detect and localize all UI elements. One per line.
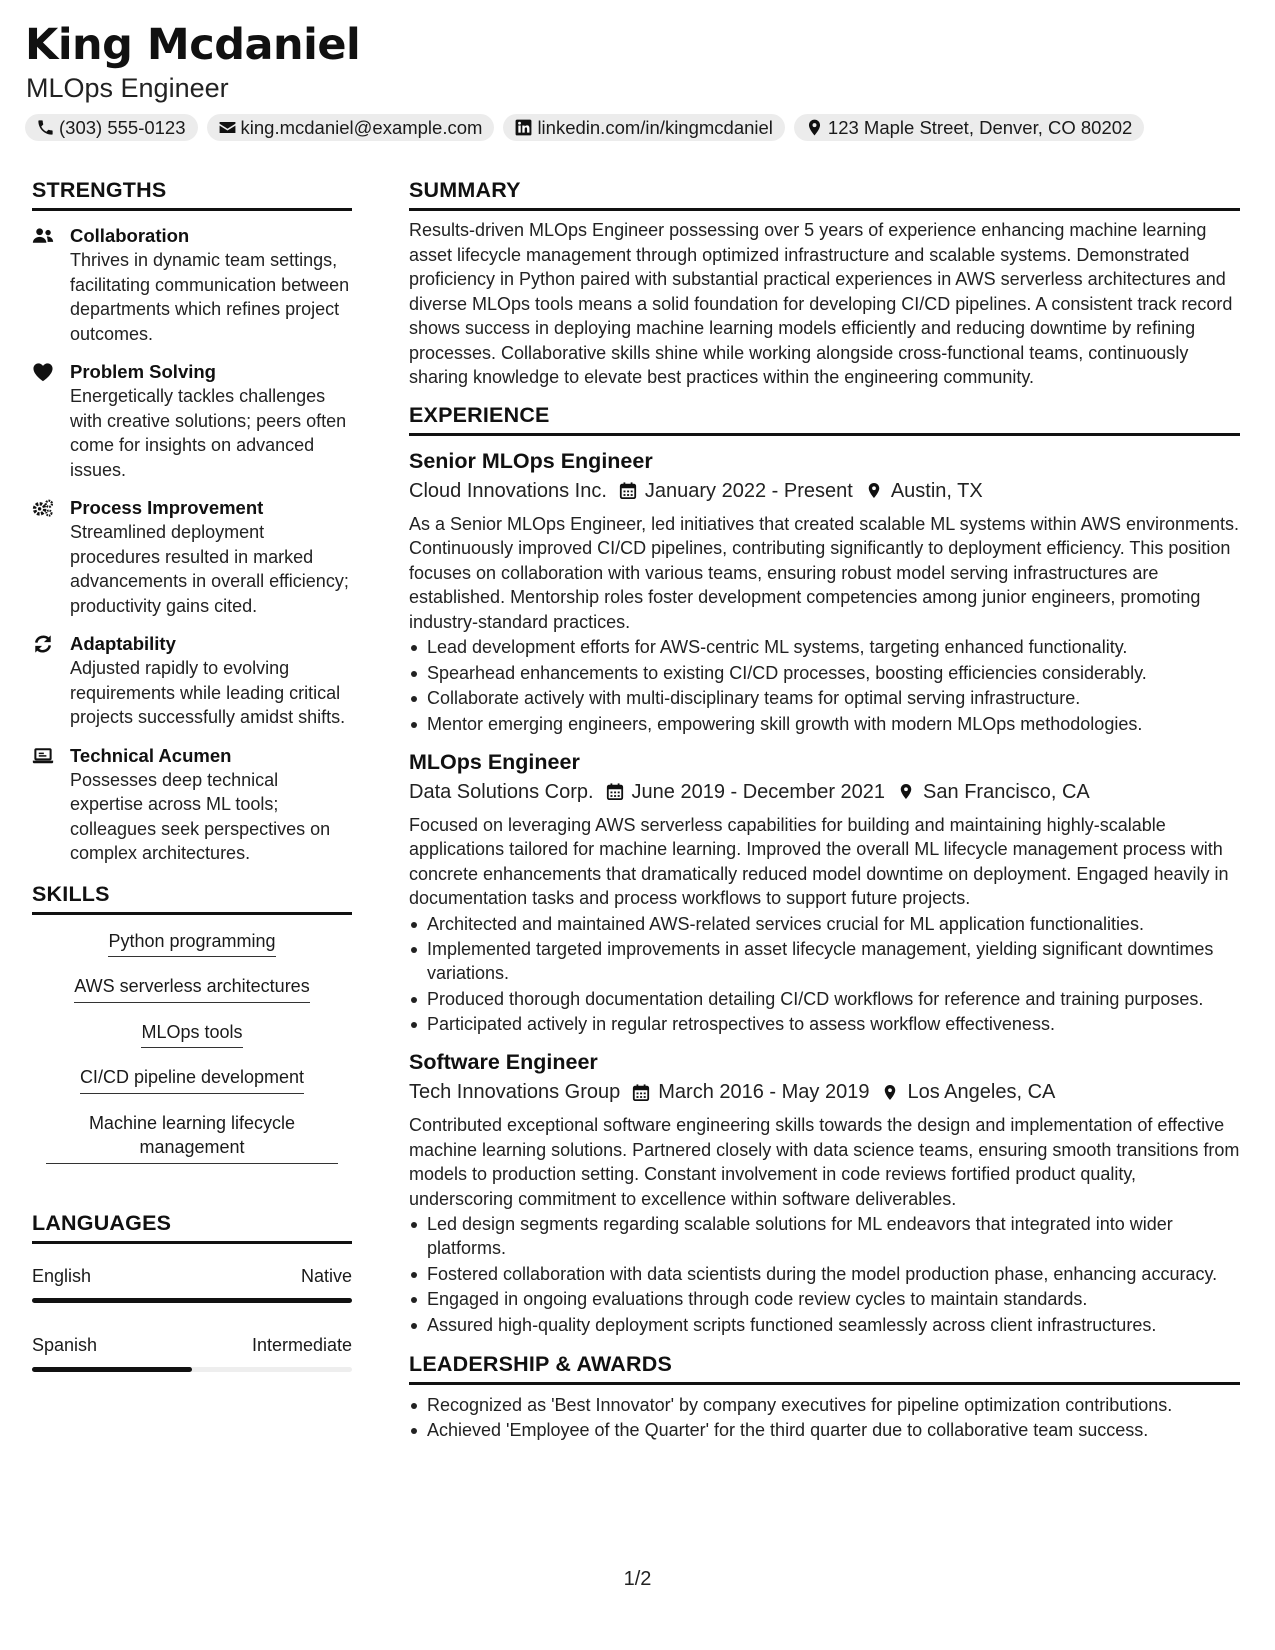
- language-proficiency-bar: [32, 1298, 352, 1303]
- language-level: Intermediate: [251, 1334, 352, 1355]
- sync-icon: [32, 634, 54, 654]
- strength-item: [32, 223, 352, 346]
- job-company: Tech Innovations Group: [409, 1081, 621, 1103]
- contact-phone[interactable]: [25, 114, 198, 141]
- leadership-list: [409, 1393, 1240, 1443]
- contact-phone-text: (303) 555-0123: [59, 116, 186, 138]
- heart-icon: [32, 362, 54, 382]
- job-bullets: [409, 635, 1240, 736]
- strength-item: [32, 495, 352, 618]
- job-description: As a Senior MLOps Engineer, led initiatives that created scalable ML systems within AWS environments. Continuously improved CI/CD pipelines, contributing significantly to deployment efficiency. This position focuses on collaboration with various teams, ensuring robust model serving infrastructures are established. Mentorship roles foster development competencies among junior engineers, promoting industry-standard practices.: [409, 513, 1240, 632]
- right-column: [409, 178, 1240, 1444]
- strength-description: Thrives in dynamic team settings, facilitating communication between departments which refines project outcomes.: [70, 250, 350, 344]
- language-name: Spanish: [32, 1334, 98, 1355]
- candidate-role: MLOps Engineer: [26, 73, 229, 103]
- job-title: Software Engineer: [409, 1050, 598, 1074]
- job-entry: [409, 1048, 1240, 1337]
- contact-email[interactable]: [207, 114, 495, 141]
- language-item: [32, 1264, 352, 1303]
- candidate-name: King Mcdaniel: [25, 20, 361, 70]
- job-description: Contributed exceptional software engineering skills towards the design and implementation of effective machine learning solutions. Partnered closely with data science teams, ensuring smooth transitions from models to production setting. Constant involvement in code reviews fortified product quality, underscoring commitment to excellence within software deliverables.: [409, 1115, 1240, 1209]
- calendar-icon: [619, 481, 637, 500]
- language-level: Native: [300, 1265, 352, 1286]
- job-company: Cloud Innovations Inc.: [409, 479, 607, 502]
- experience-section: [409, 403, 1240, 1337]
- list-item: Mentor emerging engineers, empowering skill growth with modern MLOps methodologies.: [409, 712, 1240, 736]
- skills-heading: SKILLS: [32, 882, 352, 915]
- list-item: Collaborate actively with multi-disciplinary teams for optimal serving infrastructure.: [409, 686, 1240, 710]
- skills-list: [32, 929, 352, 1181]
- list-item: Participated actively in regular retrospectives to assess workflow effectiveness.: [409, 1012, 1240, 1036]
- contact-address[interactable]: [794, 114, 1144, 141]
- languages-heading: LANGUAGES: [32, 1211, 352, 1244]
- contact-linkedin[interactable]: [503, 114, 784, 141]
- location-pin-icon: [805, 118, 824, 137]
- job-location: Los Angeles, CA: [907, 1081, 1056, 1103]
- language-proficiency-fill: [32, 1298, 352, 1303]
- strength-description: Energetically tackles challenges with creative solutions; peers often come for insights on advanced issues.: [70, 386, 347, 480]
- leadership-heading: LEADERSHIP & AWARDS: [409, 1352, 1240, 1385]
- job-meta: [409, 1077, 1240, 1107]
- language-proficiency-bar: [32, 1367, 352, 1372]
- strength-title: Process Improvement: [70, 497, 264, 518]
- strengths-list: [32, 223, 352, 866]
- strengths-heading: STRENGTHS: [32, 178, 352, 211]
- envelope-icon: [218, 118, 237, 137]
- list-item: Fostered collaboration with data scientists during the model production phase, enhancing accuracy.: [409, 1262, 1240, 1286]
- list-item: Spearhead enhancements to existing CI/CD processes, boosting efficiencies considerably.: [409, 661, 1240, 685]
- job-location: Austin, TX: [890, 479, 983, 502]
- list-item: Recognized as 'Best Innovator' by company executives for pipeline optimization contributions.: [409, 1393, 1240, 1417]
- linkedin-icon: [514, 118, 533, 137]
- job-title: MLOps Engineer: [409, 749, 580, 774]
- job-company: Data Solutions Corp.: [409, 780, 594, 803]
- skill-item: Python programming: [108, 929, 275, 958]
- contact-bar: [25, 114, 1144, 141]
- job-description: Focused on leveraging AWS serverless capabilities for building and maintaining highly-scalable applications tailored for machine learning. Improved the overall ML lifecycle management process with concrete enhancements that dramatically reduced model downtime on deployment. Engaged heavily in documentation tasks and process workflows to support future projects.: [409, 814, 1229, 908]
- language-proficiency-fill: [32, 1367, 192, 1372]
- job-dates: March 2016 - May 2019: [658, 1081, 870, 1103]
- summary-heading: SUMMARY: [409, 178, 1240, 211]
- laptop-icon: [32, 746, 54, 766]
- contact-linkedin-text: linkedin.com/in/kingmcdaniel: [537, 116, 773, 138]
- language-item: [32, 1333, 352, 1372]
- language-name: English: [32, 1265, 92, 1286]
- job-dates: June 2019 - December 2021: [631, 780, 886, 803]
- page-number: 1/2: [623, 1568, 652, 1590]
- location-pin-icon: [897, 782, 915, 801]
- list-item: Implemented targeted improvements in asset lifecycle management, yielding significant downtimes variations.: [409, 937, 1240, 985]
- list-item: Led design segments regarding scalable solutions for ML endeavors that integrated into wider platforms.: [409, 1212, 1240, 1260]
- experience-heading: EXPERIENCE: [409, 403, 1240, 436]
- job-location: San Francisco, CA: [923, 780, 1090, 803]
- list-item: Achieved 'Employee of the Quarter' for the third quarter due to collaborative team success.: [409, 1418, 1240, 1442]
- list-item: Architected and maintained AWS-related services crucial for ML application functionalities.: [409, 912, 1240, 936]
- strength-item: [32, 359, 352, 482]
- job-bullets: [409, 1212, 1240, 1337]
- list-item: Lead development efforts for AWS-centric ML systems, targeting enhanced functionality.: [409, 635, 1240, 659]
- strength-description: Possesses deep technical expertise across ML tools; colleagues seek perspectives on complex architectures.: [70, 769, 331, 863]
- job-entry: [409, 748, 1240, 1037]
- leadership-section: [409, 1352, 1240, 1443]
- strength-description: Adjusted rapidly to evolving requirements while leading critical projects successfully amidst shifts.: [70, 658, 346, 727]
- gears-icon: [32, 498, 54, 518]
- languages-section: [32, 1211, 352, 1372]
- list-item: Engaged in ongoing evaluations through code review cycles to maintain standards.: [409, 1287, 1240, 1311]
- strength-description: Streamlined deployment procedures resulted in marked advancements in overall efficiency; productivity gains cited.: [70, 522, 349, 616]
- job-bullets: [409, 912, 1240, 1037]
- calendar-icon: [632, 1083, 650, 1102]
- job-title: Senior MLOps Engineer: [409, 448, 653, 473]
- strength-item: [32, 631, 352, 730]
- summary-text: Results-driven MLOps Engineer possessing over 5 years of experience enhancing machine learning asset lifecycle management through optimized infrastructure and scalable systems. Demonstrated proficiency in Python paired with substantial practical experiences in AWS serverless architectures and diverse MLOps tools means a solid foundation for developing CI/CD pipelines. A consistent track record shows success in deploying machine learning models efficiently and reducing downtime by refining processes. Collaborative skills shine while working alongside cross-functional teams, continuously sharing knowledge to elevate best practices within the engineering community.: [409, 220, 1233, 387]
- skill-item: AWS serverless architectures: [74, 974, 309, 1003]
- phone-icon: [36, 118, 55, 137]
- skills-section: [32, 882, 352, 1181]
- skill-item: MLOps tools: [141, 1020, 242, 1049]
- contact-address-text: 123 Maple Street, Denver, CO 80202: [827, 116, 1133, 138]
- job-entry: [409, 447, 1240, 736]
- calendar-icon: [606, 782, 624, 801]
- left-column: [32, 178, 352, 1372]
- list-item: Produced thorough documentation detailing CI/CD workflows for reference and training purposes.: [409, 987, 1240, 1011]
- users-icon: [32, 226, 54, 246]
- strength-title: Problem Solving: [70, 361, 216, 382]
- strength-item: [32, 743, 352, 866]
- contact-email-text: king.mcdaniel@example.com: [240, 116, 483, 138]
- skill-item: Machine learning lifecycle management: [46, 1111, 338, 1164]
- strength-title: Collaboration: [70, 225, 190, 246]
- job-meta: [409, 777, 1240, 807]
- job-dates: January 2022 - Present: [644, 479, 853, 502]
- location-pin-icon: [881, 1083, 899, 1102]
- skill-item: CI/CD pipeline development: [80, 1065, 304, 1094]
- strength-title: Adaptability: [70, 633, 176, 654]
- list-item: Assured high-quality deployment scripts functioned seamlessly across client infrastructures.: [409, 1313, 1240, 1337]
- strength-title: Technical Acumen: [70, 744, 232, 766]
- location-pin-icon: [865, 481, 883, 500]
- job-meta: [409, 476, 1240, 506]
